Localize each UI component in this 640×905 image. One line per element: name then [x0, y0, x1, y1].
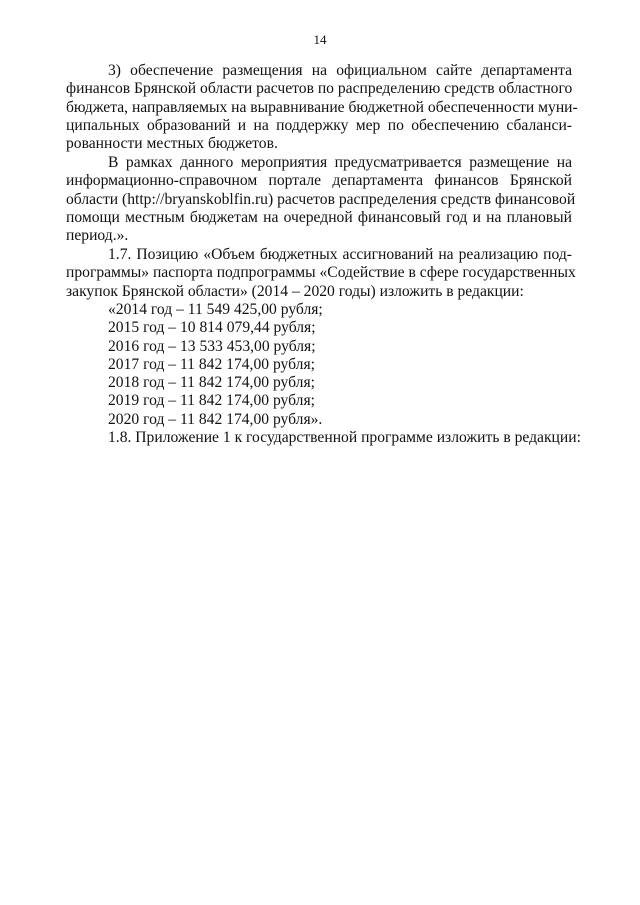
budget-amount-line: 2020 год – 11 842 174,00 рубля». — [108, 410, 323, 428]
paragraph-line: 3) обеспечение размещения на официальном сайте департамента — [108, 62, 572, 79]
paragraph-line: бюджета, направляемых на выравнивание бюджетной обеспеченности муни- — [66, 98, 578, 116]
budget-amount-line: 2018 год – 11 842 174,00 рубля; — [108, 374, 315, 392]
paragraph-line: 1.7. Позицию «Объем бюджетных ассигнований на реализацию под- — [108, 246, 572, 263]
paragraph-portal-placement — [66, 154, 576, 245]
paragraph-line: финансов Брянской области расчетов по распределению средств областного — [66, 80, 573, 98]
paragraph-item-1-8 — [66, 429, 581, 447]
budget-amount-line: «2014 год – 11 549 425,00 рубля; — [108, 301, 323, 318]
budget-amount-line: 2015 год – 10 814 079,44 рубля; — [108, 319, 316, 337]
budget-amount-line: 2019 год – 11 842 174,00 рубля; — [108, 392, 315, 410]
paragraph-line: ципальных образований и на поддержку мер по обеспечению сбаланси- — [66, 116, 572, 134]
page-number: 14 — [313, 32, 327, 47]
budget-amount-line: 2017 год – 11 842 174,00 рубля; — [108, 355, 315, 373]
paragraph-line: области (http://bryanskoblfin.ru) расчетов распределения средств финансовой — [66, 190, 576, 208]
budget-amounts-list — [66, 301, 572, 429]
paragraph-line: программы» паспорта подпрограммы «Содействие в сфере государственных — [66, 264, 576, 282]
paragraph-line: 1.8. Приложение 1 к государственной программе изложить в редакции: — [108, 429, 581, 446]
budget-amount-line: 2016 год – 13 533 453,00 рубля; — [108, 337, 316, 355]
paragraph-line: информационно-справочном портале департамента финансов Брянской — [66, 172, 572, 190]
paragraph-line: В рамках данного мероприятия предусматривается размещение на — [108, 154, 572, 171]
paragraph-publication-duty — [66, 62, 578, 153]
paragraph-line: период.». — [66, 227, 129, 245]
paragraph-line: помощи местным бюджетам на очередной финансовый год и на плановый — [66, 208, 572, 226]
paragraph-line: закупок Брянской области» (2014 – 2020 годы) изложить в редакции: — [66, 282, 524, 300]
paragraph-line: рованности местных бюджетов. — [66, 135, 278, 153]
paragraph-item-1-7 — [66, 246, 576, 301]
